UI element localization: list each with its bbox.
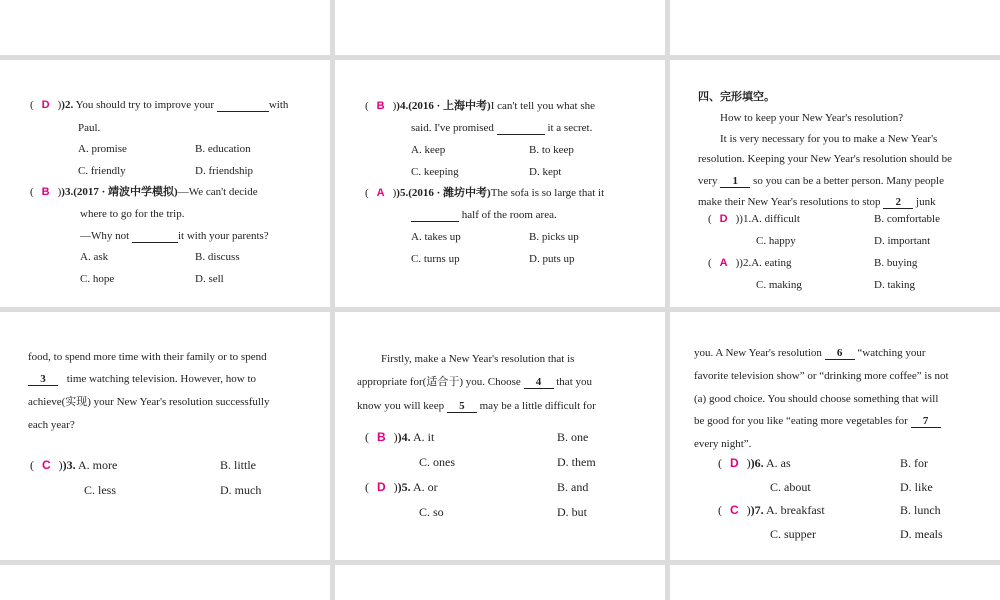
section-heading: 四、完形填空。 — [698, 91, 775, 103]
option: D. meals — [900, 527, 943, 541]
question-5-stem: ( A ))5.(2016 · 潍坊中考)The sofa is so large that it — [365, 187, 605, 199]
answer-mark: B — [377, 430, 386, 444]
answer-mark: B — [41, 186, 50, 198]
page-panel-4: 四、完形填空。 How to keep your New Year's resolution? It is very necessary for you to make a New Year's resolution. Keeping your New Year's resolution should be very 1 so you can be a better person. Many people make their New Year's resolutions to stop 2 junk ( D ))1.A. difficult B. comfortable C. happy D. important ( A ))2.A. eating B. buying C. making D. taking — [670, 60, 1000, 307]
option: C. ones — [419, 455, 455, 469]
option: C. making — [756, 279, 802, 291]
option: B. to keep — [529, 144, 574, 156]
question-2-stem: ( D ))2. You should try to improve your with — [30, 99, 289, 111]
page-panel-6: Firstly, make a New Year's resolution that is appropriate for(适合于) you. Choose 4 that you know you will keep 5 may be a little difficult for ( B ))4. A. it B. one C. ones D. them ( D ))5. A. or B. and C. so D. but — [335, 312, 665, 560]
page-panel-2: ( D ))2. You should try to improve your with Paul. A. promise B. education C. friendly D. friendship ( B ))3.(2017 · 靖波中学模拟)—We can't decide where to go for the trip. —Why not it with your parents? A. ask B. discuss C. hope D. sell — [0, 60, 330, 307]
option: B. buying — [874, 257, 918, 269]
option: B. one — [557, 430, 589, 444]
option: D. sell — [195, 273, 224, 285]
blank-4: 4 — [524, 377, 554, 389]
option: D. but — [557, 505, 587, 519]
option: B. for — [900, 456, 928, 470]
option: C. friendly — [78, 165, 126, 177]
option: C. supper — [770, 527, 816, 541]
page-panel-7: you. A New Year's resolution 6 “watching your favorite television show” or “drinking more coffee” is not (a) good choice. You should choose something that will be good for you like “eating more vegetables for 7 every night”. ( D ))6. A. as B. for C. about D. like ( C ))7. A. breakfast B. lunch C. supper D. meals — [670, 312, 1000, 560]
answer-mark: C — [42, 458, 51, 472]
option: B. education — [195, 143, 251, 155]
option: A. keep — [411, 144, 446, 156]
page-panel-5: food, to spend more time with their family or to spend 3 time watching television. However, how to achieve(实现) your New Year's resolution successfully each year? ( C ))3. A. more B. little C. less D. much — [0, 312, 330, 560]
option: D. them — [557, 455, 596, 469]
answer-blank — [411, 210, 459, 222]
option: A. takes up — [411, 231, 461, 243]
option: B. discuss — [195, 251, 240, 263]
question-3-stem: ( C ))3. A. more — [30, 458, 118, 472]
blank-3: 3 — [28, 374, 58, 386]
question-6-stem: ( D ))6. A. as — [718, 456, 791, 470]
page-panel-top-middle — [335, 0, 665, 55]
option: D. like — [900, 480, 933, 494]
answer-mark: A — [719, 257, 728, 269]
answer-blank — [217, 100, 269, 112]
option: B. little — [220, 458, 256, 472]
option: C. less — [84, 483, 117, 497]
option: B. lunch — [900, 503, 941, 517]
option: D. much — [220, 483, 262, 497]
option: D. taking — [874, 279, 915, 291]
passage-title: How to keep your New Year's resolution? — [720, 112, 904, 124]
page-panel-top-right — [670, 0, 1000, 55]
blank-2: 2 — [883, 197, 913, 209]
blank-6: 6 — [825, 348, 855, 360]
page-panel-bottom-middle — [335, 565, 665, 600]
answer-mark: B — [376, 100, 385, 112]
option: A. ask — [80, 251, 109, 263]
option: C. keeping — [411, 166, 459, 178]
option: C. happy — [756, 235, 796, 247]
option: C. turns up — [411, 253, 460, 265]
option: B. picks up — [529, 231, 579, 243]
option: C. hope — [80, 273, 115, 285]
option: C. about — [770, 480, 811, 494]
question-2-stem: ( A ))2.A. eating — [708, 257, 792, 269]
answer-mark: D — [41, 99, 50, 111]
page-panel-bottom-left — [0, 565, 330, 600]
blank-1: 1 — [720, 176, 750, 188]
question-4-stem: ( B ))4. A. it — [365, 430, 435, 444]
answer-blank — [132, 231, 178, 243]
question-3-stem: ( B ))3.(2017 · 靖波中学模拟)—We can't decide — [30, 186, 258, 198]
option: D. puts up — [529, 253, 575, 265]
answer-blank — [497, 123, 545, 135]
answer-mark: C — [730, 503, 739, 517]
option: C. so — [419, 505, 444, 519]
page-panel-bottom-right — [670, 565, 1000, 600]
answer-mark: A — [376, 187, 385, 199]
question-1-stem: ( D ))1.A. difficult — [708, 213, 800, 225]
answer-mark: D — [719, 213, 728, 225]
blank-7: 7 — [911, 416, 941, 428]
page-panel-3: ( B ))4.(2016 · 上海中考)I can't tell you what she said. I've promised it a secret. A. keep B. to keep C. keeping D. kept ( A ))5.(2016 · 潍坊中考)The sofa is so large that it half of the room area. A. takes up B. picks up C. turns up D. puts up — [335, 60, 665, 307]
option: B. and — [557, 480, 589, 494]
question-4-stem: ( B ))4.(2016 · 上海中考)I can't tell you what she — [365, 100, 596, 112]
question-5-stem: ( D ))5. A. or — [365, 480, 438, 494]
question-7-stem: ( C ))7. A. breakfast — [718, 503, 825, 517]
option: D. important — [874, 235, 931, 247]
answer-mark: D — [377, 480, 386, 494]
option: D. kept — [529, 166, 562, 178]
answer-mark: D — [730, 456, 739, 470]
page-panel-top-left — [0, 0, 330, 55]
option: B. comfortable — [874, 213, 940, 225]
option: A. promise — [78, 143, 127, 155]
blank-5: 5 — [447, 401, 477, 413]
option: D. friendship — [195, 165, 254, 177]
